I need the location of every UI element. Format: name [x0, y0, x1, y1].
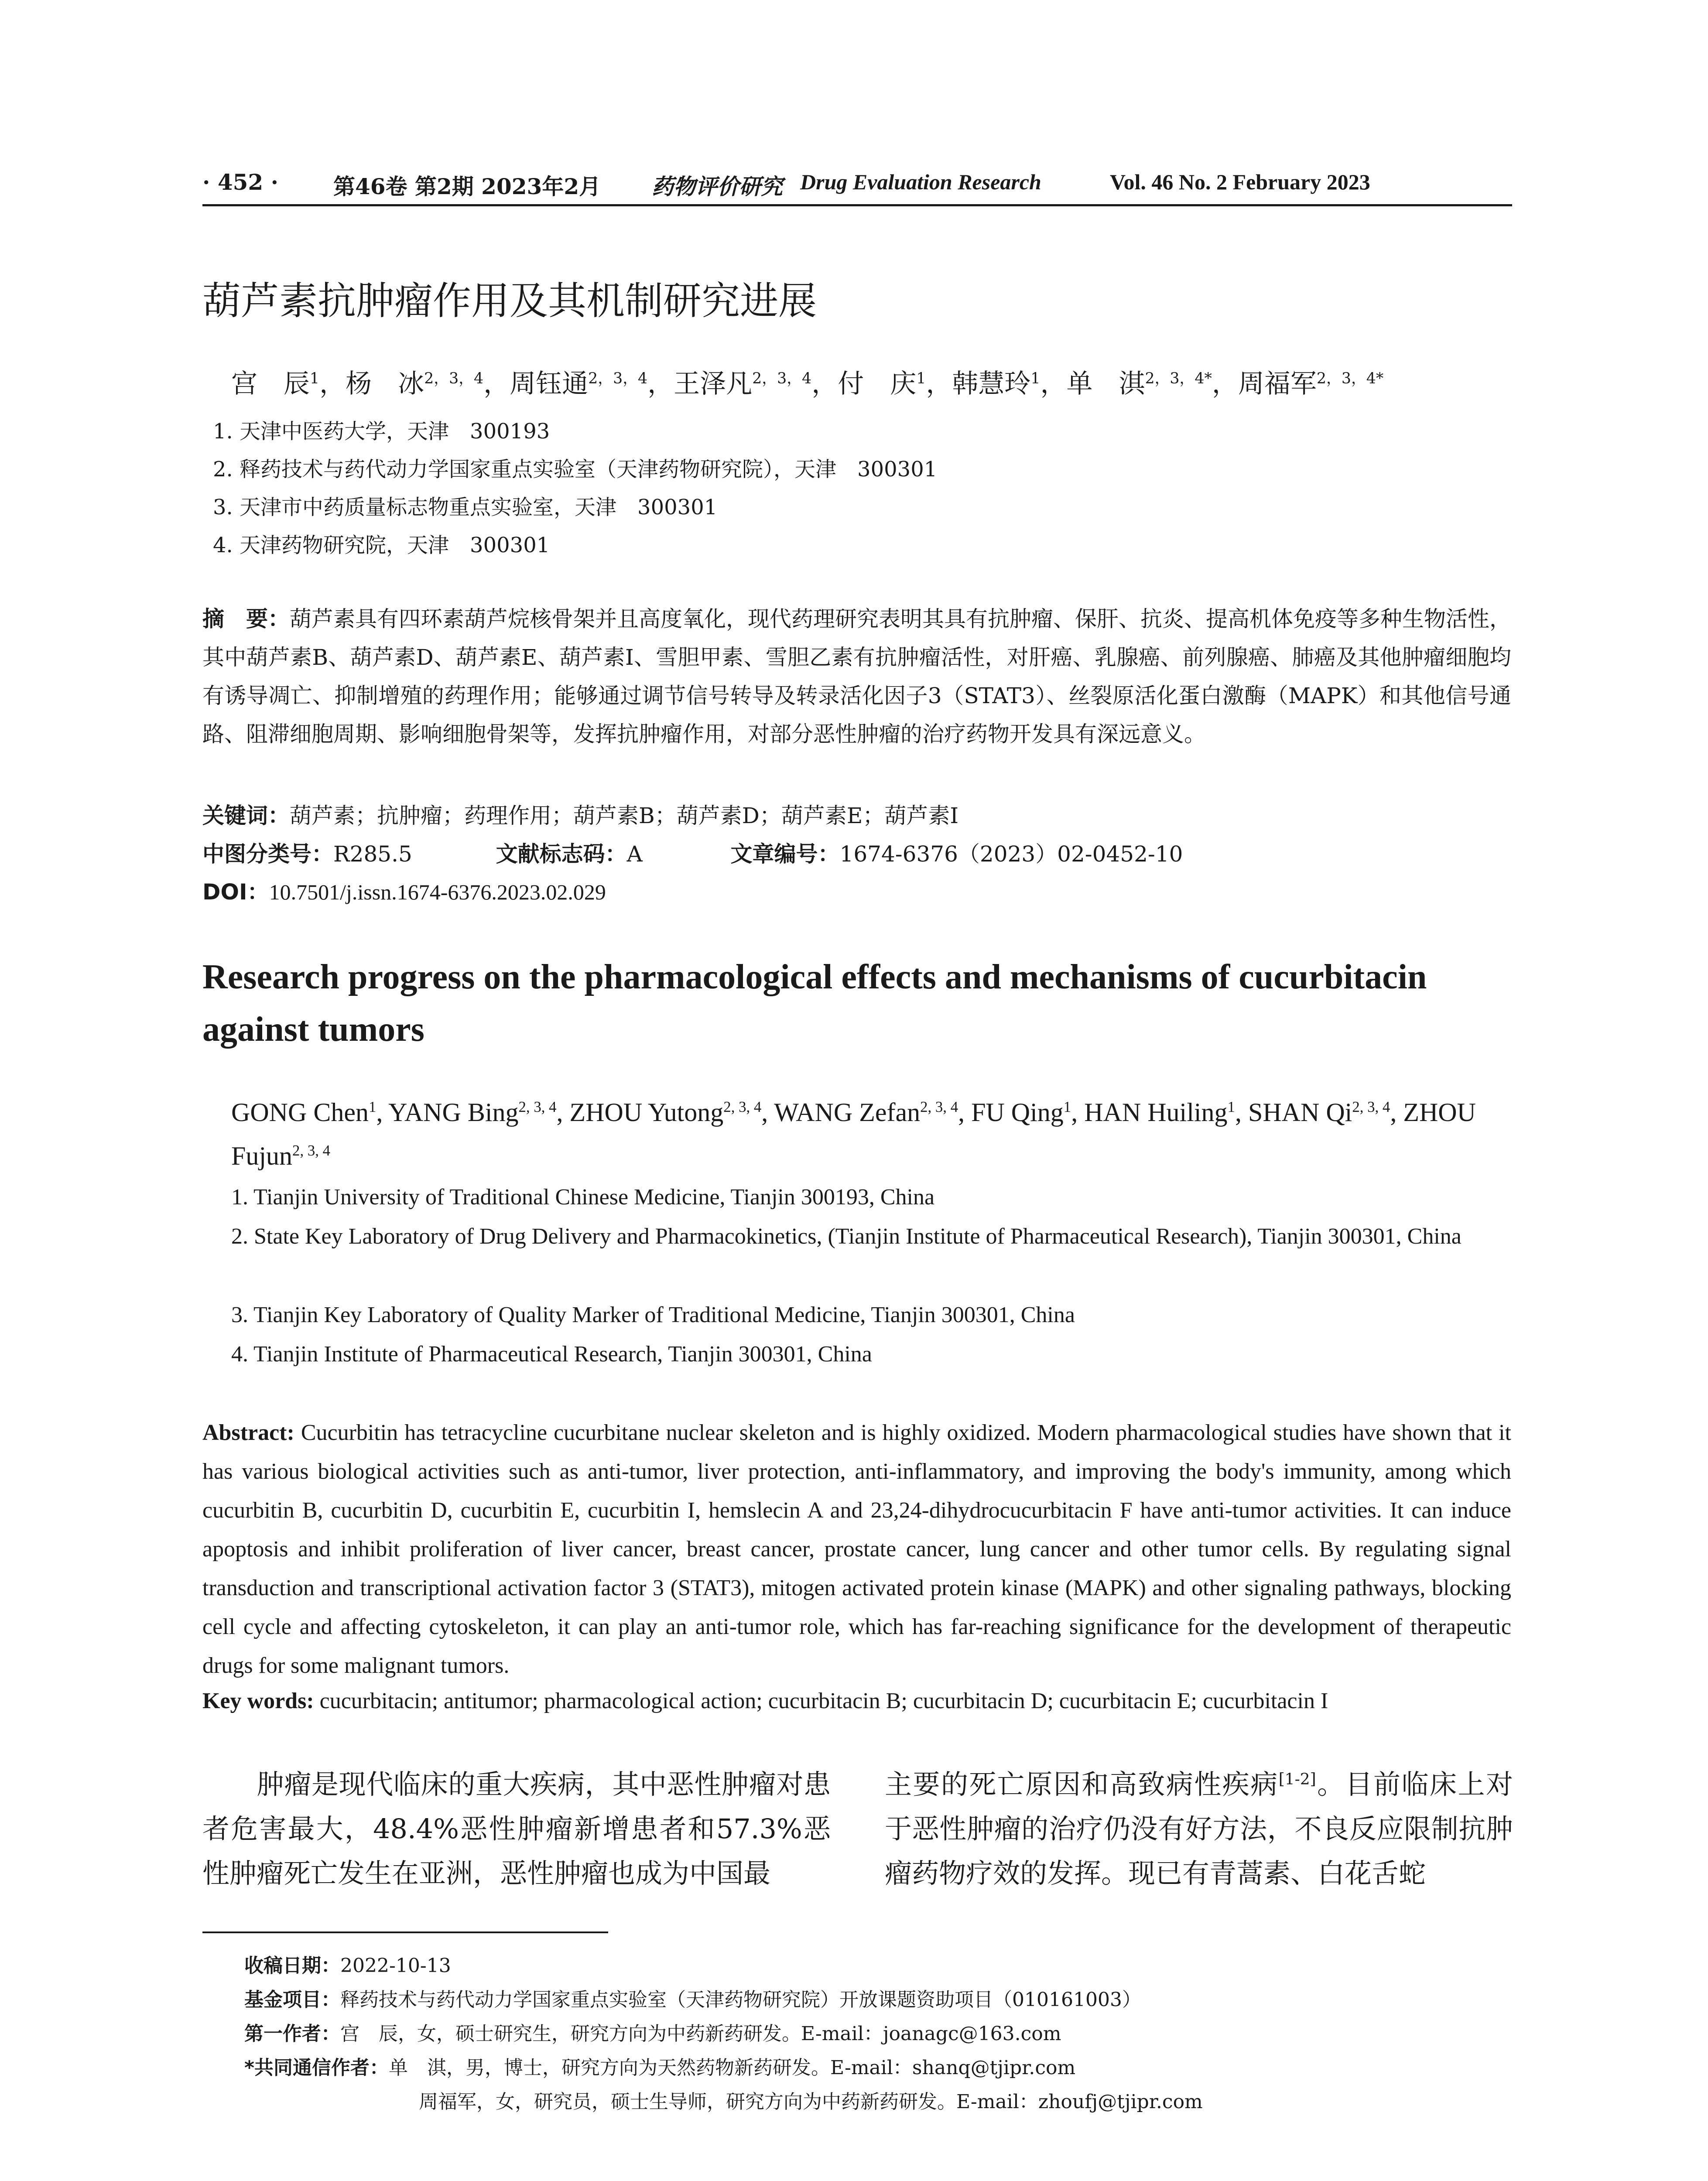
en-keywords: [202, 1688, 1511, 1714]
en-author-name: FU Qing: [971, 1098, 1064, 1127]
en-keywords-label: Key words:: [202, 1689, 314, 1713]
footnote-text: 周福军，女，研究员，硕士生导师，研究方向为中药新药研发。E-mail：zhoufj@tjipr.com: [419, 2091, 1203, 2113]
footnote-first-author: [244, 2018, 1061, 2046]
footnote-received: [244, 1950, 451, 1978]
cn-abstract: [202, 600, 1511, 753]
en-author-list: [231, 1090, 1514, 1178]
journal-name-en: Drug Evaluation Research: [800, 170, 1041, 194]
cn-author-name: 周福军: [1238, 369, 1317, 399]
en-author-name: YANG Bing: [388, 1098, 519, 1127]
en-affiliation-1: 1. Tianjin University of Traditional Chinese Medicine, Tianjin 300193, China: [231, 1185, 935, 1210]
cn-author-separator: ，: [1040, 369, 1067, 399]
en-affiliation-2: 2. State Key Laboratory of Drug Delivery and Pharmacokinetics, (Tianjin Institute of Pharmaceutical Research), Tianjin 300301, China: [231, 1224, 1462, 1249]
journal-logo-cn: 药物评价研究: [652, 174, 783, 199]
cn-affiliation-2: 2. 释药技术与药代动力学国家重点实验室（天津药物研究院），天津 300301: [213, 457, 938, 482]
en-author-separator: ,: [958, 1098, 972, 1127]
cn-author-separator: ，: [647, 369, 674, 399]
cn-keywords-label: 关键词：: [202, 803, 290, 828]
cn-author-name: 单 淇: [1066, 369, 1145, 399]
en-author-affiliation-sup: 2, 3, 4: [1352, 1098, 1390, 1115]
footnote-label: 基金项目：: [244, 1989, 340, 2011]
footnote-label: *共同通信作者：: [244, 2057, 389, 2079]
en-author-affiliation-sup: 2, 3, 4: [723, 1098, 762, 1115]
en-author-name: ZHOU Fujun: [231, 1098, 1476, 1170]
en-author-name: SHAN Qi: [1248, 1098, 1352, 1127]
cn-title: 葫芦素抗肿瘤作用及其机制研究进展: [202, 278, 817, 323]
header-rule: [202, 204, 1512, 206]
en-author-separator: ,: [556, 1098, 570, 1127]
cn-affiliation-1: 1. 天津中医药大学，天津 300193: [213, 419, 550, 444]
en-author-separator: ,: [376, 1098, 389, 1127]
cn-author-name: 付 庆: [838, 369, 917, 399]
footnote-corresponding-1: [244, 2052, 1075, 2080]
en-keywords-text: cucurbitacin; antitumor; pharmacological action; cucurbitacin B; cucurbitacin D; cucurbitacin E; cucurbitacin I: [319, 1689, 1328, 1713]
en-author-separator: ,: [1071, 1098, 1085, 1127]
body-col1-text: 肿瘤是现代临床的重大疾病，其中恶性肿瘤对患者危害最大，48.4%恶性肿瘤新增患者和57.3%恶性肿瘤死亡发生在亚洲，恶性肿瘤也成为中国最: [202, 1768, 831, 1889]
doi-row: [202, 875, 606, 906]
issue-cn: 第46卷 第2期 2023年2月: [333, 174, 601, 199]
en-title: Research progress on the pharmacological effects and mechanisms of cucurbitacin against tumors: [202, 958, 1427, 1049]
cn-author-name: 韩慧玲: [952, 369, 1031, 399]
cn-author-separator: ，: [1212, 369, 1238, 399]
cn-abstract-text: 葫芦素具有四环素葫芦烷核骨架并且高度氧化，现代药理研究表明其具有抗肿瘤、保肝、抗炎、提高机体免疫等多种生物活性，其中葫芦素B、葫芦素D、葫芦素E、葫芦素I、雪胆甲素、雪胆乙素有抗肿瘤活性，对肝癌、乳腺癌、前列腺癌、肺癌及其他肿瘤细胞均有诱导凋亡、抑制增殖的药理作用；能够通过调节信号转导及转录活化因子3（STAT3）、丝裂原活化蛋白激酶（MAPK）和其他信号通路、阻滞细胞周期、影响细胞骨架等，发挥抗肿瘤作用，对部分恶性肿瘤的治疗药物开发具有深远意义。: [202, 606, 1511, 747]
article-no-value: 1674-6376（2023）02-0452-10: [839, 841, 1183, 867]
body-column-left: [202, 1762, 831, 1896]
running-header: [202, 169, 1511, 200]
en-affiliation-3: 3. Tianjin Key Laboratory of Quality Marker of Traditional Medicine, Tianjin 300301, China: [231, 1302, 1075, 1327]
cn-author-affiliation-sup: 2，3，4: [424, 370, 484, 387]
body-col2-text-b: 。目前临床上对于恶性肿瘤的治疗仍没有好方法，不良反应限制抗肿瘤药物疗效的发挥。现已有青蒿素、白花舌蛇: [885, 1768, 1513, 1889]
body-col2-text-a: 主要的死亡原因和高致病性疾病: [885, 1768, 1279, 1800]
article-no-label: 文章编号：: [730, 841, 840, 867]
cn-affiliation-3: 3. 天津市中药质量标志物重点实验室，天津 300301: [213, 495, 718, 520]
en-author-separator: ,: [1235, 1098, 1248, 1127]
citation-ref: [1-2]: [1278, 1770, 1316, 1788]
cn-author-affiliation-sup: 1: [916, 370, 926, 387]
cn-author-affiliation-sup: 1: [1030, 370, 1041, 387]
footnote-funding: [244, 1984, 1141, 2012]
footnote-text: 宫 辰，女，硕士研究生，研究方向为中药新药研发。E-mail：joanagc@163.com: [340, 2023, 1061, 2045]
en-author-affiliation-sup: 2, 3, 4: [518, 1098, 557, 1115]
issue-en: Vol. 46 No. 2 February 2023: [1110, 170, 1370, 194]
en-author-affiliation-sup: 2, 3, 4: [292, 1142, 331, 1159]
cn-keywords-text: 葫芦素；抗肿瘤；药理作用；葫芦素B；葫芦素D；葫芦素E；葫芦素I: [290, 803, 959, 828]
cn-author-affiliation-sup: 2，3，4*: [1145, 370, 1212, 387]
cn-author-affiliation-sup: 2，3，4: [752, 370, 812, 387]
en-author-name: GONG Chen: [231, 1098, 369, 1127]
cn-abstract-label: 摘 要：: [202, 606, 290, 632]
cn-author-affiliation-sup: 1: [310, 370, 320, 387]
cn-keywords: [202, 798, 958, 830]
cn-affiliation-4: 4. 天津药物研究院，天津 300301: [213, 533, 550, 557]
cn-author-list: [231, 363, 1383, 400]
footnote-corresponding-2: [419, 2086, 1203, 2114]
cn-author-name: 杨 冰: [346, 369, 424, 399]
footnote-text: 单 淇，男，博士，研究方向为天然药物新药研发。E-mail：shanq@tjipr.com: [389, 2057, 1076, 2079]
en-author-affiliation-sup: 1: [1063, 1098, 1071, 1115]
footnote-text: 释药技术与药代动力学国家重点实验室（天津药物研究院）开放课题资助项目（010161003）: [340, 1989, 1141, 2011]
en-author-affiliation-sup: 1: [1227, 1098, 1235, 1115]
page-number: · 452 ·: [202, 169, 278, 195]
footnote-label: 收稿日期：: [244, 1955, 340, 1977]
clc-label: 中图分类号：: [202, 841, 333, 867]
en-abstract-label: Abstract:: [202, 1420, 294, 1445]
en-abstract-text: Cucurbitin has tetracycline cucurbitane nuclear skeleton and is highly oxidized. Modern pharmacological studies have shown that it has various biological activities such as anti-tumor, liver protection, anti-inflammatory, and improving the body's immunity, among which cucurbitin B, cucurbitin D, cucurbitin E, cucurbitin I, hemslecin A and 23,24-dihydrocucurbitacin F have anti-tumor activities. It can induce apoptosis and inhibit proliferation of liver cancer, breast cancer, prostate cancer, lung cancer and other tumor cells. By regulating signal transduction and transcriptional activation factor 3 (STAT3), mitogen activated protein kinase (MAPK) and other signaling pathways, blocking cell cycle and affecting cytoskeleton, it can play an anti-tumor role, which has far-reaching significance for the development of therapeutic drugs for some malignant tumors.: [202, 1420, 1512, 1678]
cn-author-name: 周钰通: [510, 369, 589, 399]
body-column-right: [885, 1762, 1513, 1896]
footnote-text: 2022-10-13: [340, 1955, 451, 1977]
cn-author-name: 王泽凡: [674, 369, 753, 399]
en-author-name: WANG Zefan: [774, 1098, 921, 1127]
en-author-separator: ,: [1390, 1098, 1403, 1127]
cn-author-affiliation-sup: 2，3，4: [588, 370, 648, 387]
en-author-affiliation-sup: 1: [368, 1098, 377, 1115]
cn-author-affiliation-sup: 2，3，4*: [1316, 370, 1384, 387]
doccode-value: A: [626, 841, 643, 867]
en-author-name: HAN Huiling: [1084, 1098, 1228, 1127]
en-author-affiliation-sup: 2, 3, 4: [920, 1098, 958, 1115]
footnote-label: 第一作者：: [244, 2023, 340, 2045]
cn-author-separator: ，: [483, 369, 510, 399]
cn-author-separator: ，: [811, 369, 838, 399]
footnote-rule: [202, 1931, 608, 1933]
en-abstract: [202, 1413, 1511, 1685]
cn-author-separator: ，: [319, 369, 346, 399]
cn-author-name: 宫 辰: [231, 369, 310, 399]
cn-author-separator: ，: [926, 369, 952, 399]
en-author-separator: ,: [761, 1098, 774, 1127]
en-author-name: ZHOU Yutong: [569, 1098, 724, 1127]
doi-label: DOI：: [202, 879, 269, 905]
en-affiliation-4: 4. Tianjin Institute of Pharmaceutical Research, Tianjin 300301, China: [231, 1342, 872, 1367]
clc-value: R285.5: [333, 841, 412, 867]
cn-classification-row: [202, 837, 1183, 868]
doccode-label: 文献标志码：: [496, 841, 627, 867]
doi-value: 10.7501/j.issn.1674-6376.2023.02.029: [269, 880, 606, 904]
